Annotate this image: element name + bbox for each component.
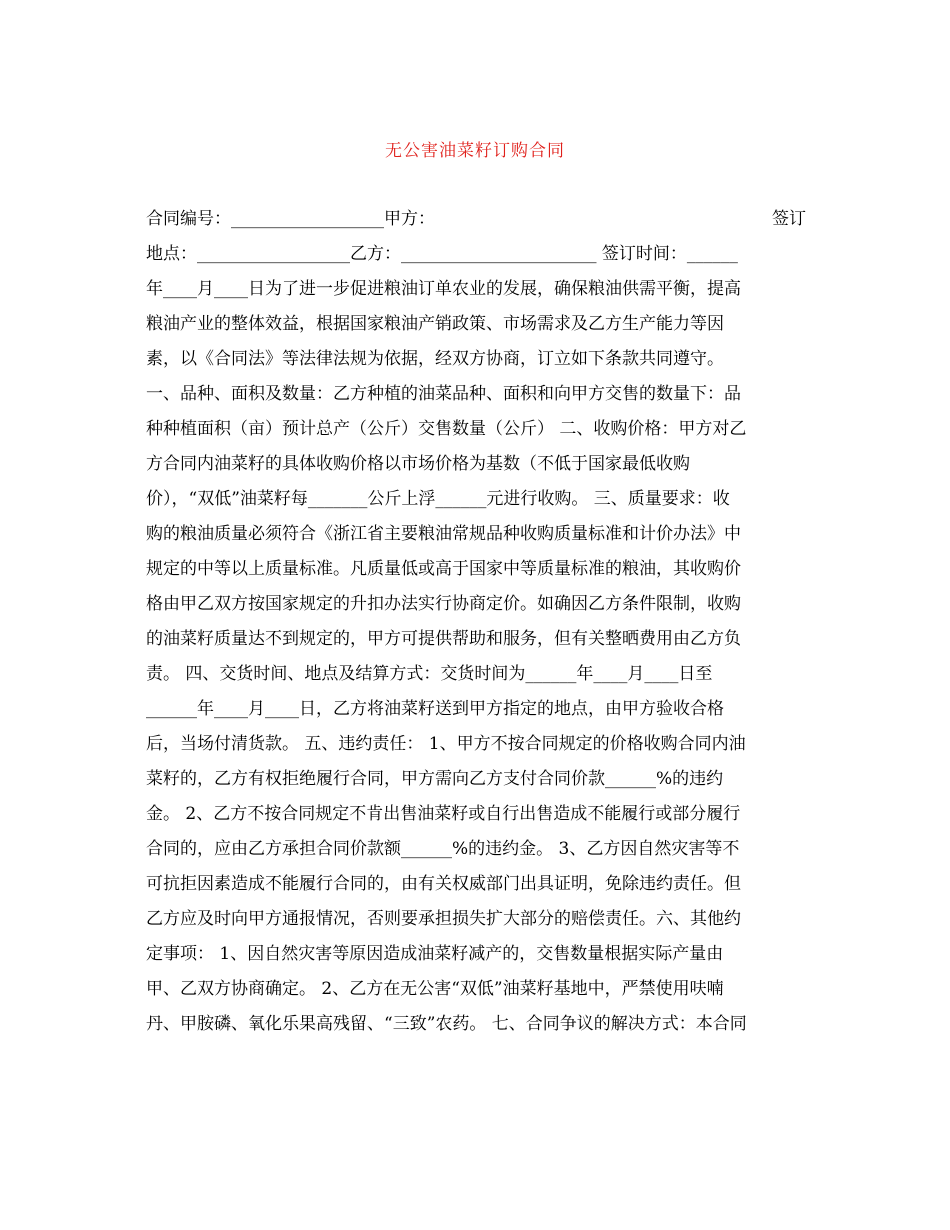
- text-line: 可抗拒因素造成不能履行合同的，由有关权威部门出具证明，免除违约责任。但: [146, 874, 741, 894]
- text-line: 一、品种、面积及数量：乙方种植的油菜品种、面积和向甲方交售的数量下：品: [146, 384, 741, 404]
- text-line: 甲、乙双方协商确定。 2、乙方在无公害“双低”油菜籽基地中，严禁使用呋喃: [146, 979, 724, 999]
- text-line: 菜籽的，乙方有权拒绝履行合同，甲方需向乙方支付合同价款______%的违约: [146, 769, 724, 789]
- text-line: 格由甲乙双方按国家规定的升扣办法实行协商定价。如确因乙方条件限制，收购: [146, 594, 741, 614]
- text-line: 方合同内油菜籽的具体收购价格以市场价格为基数（不低于国家最低收购: [146, 454, 690, 474]
- text-line-header: [146, 202, 806, 237]
- text-line: 丹、甲胺磷、氧化乐果高残留、“三致”农药。 七、合同争议的解决方式：本合同: [146, 1014, 747, 1034]
- text-line: ______年____月____日，乙方将油菜籽送到甲方指定的地点，由甲方验收合格: [146, 699, 724, 719]
- text-line: 责。 四、交货时间、地点及结算方式：交货时间为______年____月____日至: [146, 664, 713, 684]
- text-line: 价），“双低”油菜籽每_______公斤上浮______元进行收购。 三、质量要求：收: [146, 489, 730, 509]
- text-line: 乙方应及时向甲方通报情况，否则要承担损失扩大部分的赔偿责任。六、其他约: [146, 909, 741, 929]
- text-line: 金。 2、乙方不按合同规定不肯出售油菜籽或自行出售造成不能履行或部分履行: [146, 804, 741, 824]
- text-line: 种种植面积（亩）预计总产（公斤）交售数量（公斤） 二、收购价格：甲方对乙: [146, 419, 747, 439]
- text-line: 年____月____日为了进一步促进粮油订单农业的发展，确保粮油供需平衡，提高: [146, 279, 741, 299]
- text-line: 购的粮油质量必须符合《浙江省主要粮油常规品种收购质量标准和计价办法》中: [146, 524, 741, 544]
- text-line: 素，以《合同法》等法律法规为依据，经双方协商，订立如下条款共同遵守。: [146, 349, 724, 369]
- text-line: 粮油产业的整体效益，根据国家粮油产销政策、市场需求及乙方生产能力等因: [146, 314, 724, 334]
- header-right-text: 签订: [772, 209, 806, 229]
- text-line: 规定的中等以上质量标准。凡质量低或高于国家中等质量标准的粮油，其收购价: [146, 559, 741, 579]
- text-line: 地点：__________________乙方：_______________________ 签订时间：______: [146, 244, 738, 264]
- text-line: 后，当场付清货款。 五、违约责任： 1、甲方不按合同规定的价格收购合同内油: [146, 734, 746, 754]
- text-line: 合同的，应由乙方承担合同价款额______%的违约金。 3、乙方因自然灾害等不: [146, 839, 740, 859]
- text-line: 定事项： 1、因自然灾害等原因造成油菜籽减产的，交售数量根据实际产量由: [146, 944, 724, 964]
- document-body: [146, 202, 806, 1042]
- text-line: 的油菜籽质量达不到规定的，甲方可提供帮助和服务，但有关整晒费用由乙方负: [146, 629, 741, 649]
- document-title: 无公害油菜籽订购合同: [385, 141, 565, 161]
- header-left-text: 合同编号：__________________甲方：: [146, 209, 435, 229]
